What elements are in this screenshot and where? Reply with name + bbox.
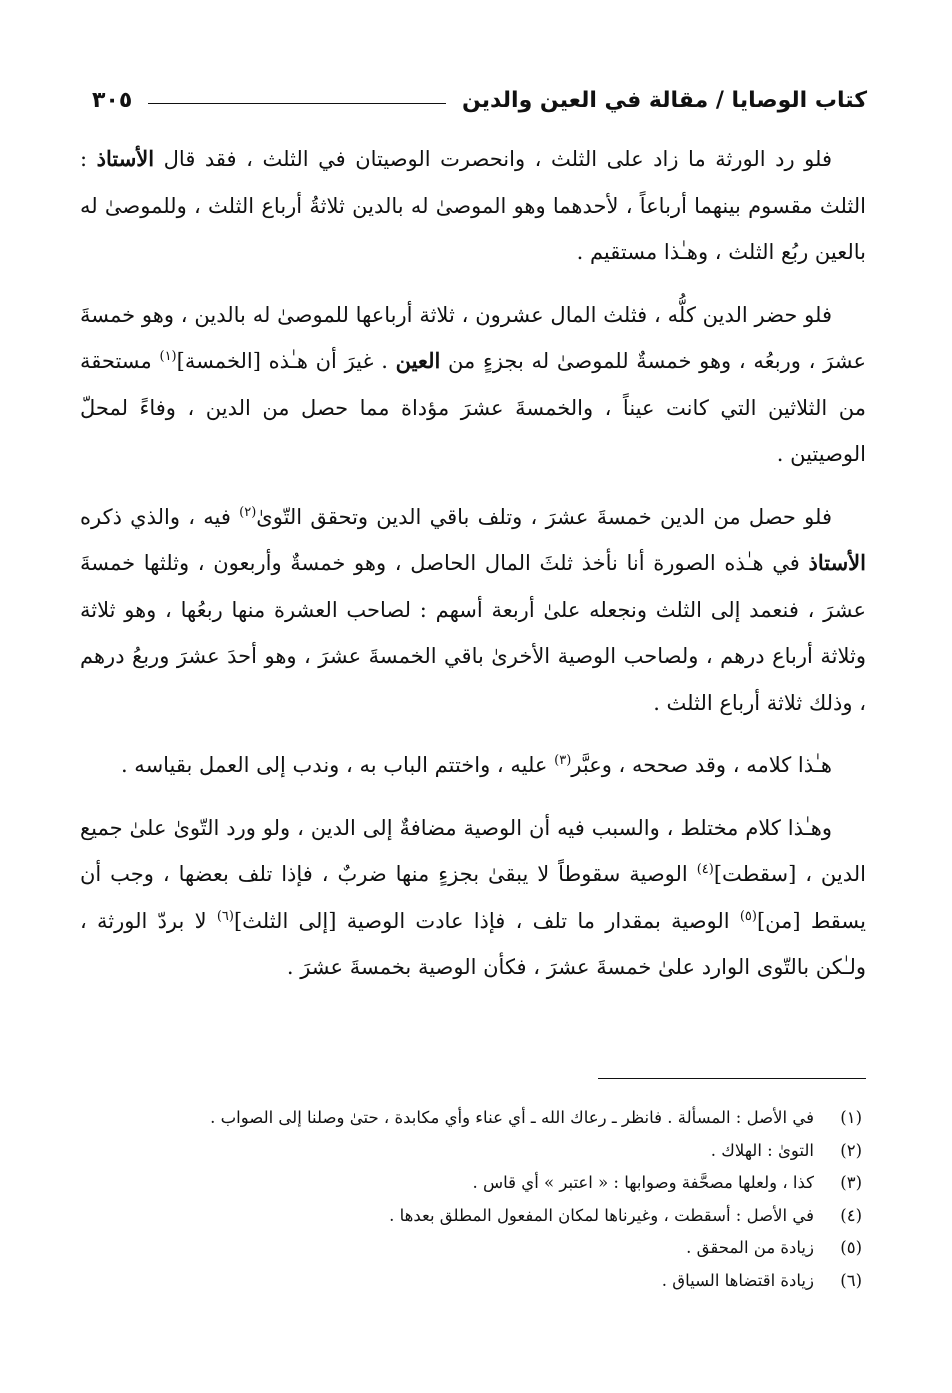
footnote-reference: (٦) [216,908,234,924]
text-run: الوصية بمقدار ما تلف ، فإذا عادت الوصية [إلى الثلث] [233,908,740,933]
footnote [92,1265,862,1298]
header-title: كتاب الوصايا / مقالة في العين والدين [462,87,867,113]
footnote [92,1102,862,1135]
paragraph [80,292,866,478]
main-text [80,136,866,1007]
footnote-text: زيادة اقتضاها السياق . [661,1270,814,1290]
footnote-text: التوىٰ : الهلاك . [710,1140,814,1160]
footnote-reference: (٣) [554,753,572,768]
text-run: عليه ، واختتم الباب به ، وندب إلى العمل بقياسه . [120,753,555,777]
footnote-text: في الأصل : أسقطت ، وغيرناها لمكان المفعول المطلق بعدها . [389,1205,814,1225]
footnote-number: (١) [840,1108,862,1127]
text-run: فلو حصل من الدين خمسةَ عشرَ ، وتلف باقي الدين وتحقق التّوىٰ [256,504,832,529]
text-run: . غيرَ أن هـٰذه [الخمسة] [176,349,396,373]
paragraph [80,742,866,789]
footnote [92,1232,862,1265]
footnote [92,1200,862,1233]
footnote-text: كذا ، ولعلها مصحَّفة وصوابها : « اعتبر » أي قاس . [472,1173,814,1192]
footnote-number: (٦) [840,1270,862,1290]
footnote-separator [598,1078,866,1079]
paragraph [80,136,866,276]
text-run: مستحقة من الثلاثين التي كانت عيناً ، والخمسةَ عشرَ مؤداة مما حصل من الدين ، وفاءً لمحلّ الوصيتين . [80,349,866,466]
footnote-number: (٤) [840,1205,862,1225]
bold-term: الأستاذ [808,550,866,575]
footnote-reference: (٤) [696,862,714,877]
footnote [92,1167,862,1200]
footnote-number: (٢) [840,1140,862,1160]
footnote-text: زيادة من المحقق . [686,1238,814,1257]
text-run: : الثلث مقسوم بينهما أرباعاً ، لأحدهما وهو الموصىٰ له بالدين ثلاثةُ أرباع الثلث ، وللموصىٰ له بالعين ربُع الثلث ، وهـٰذا مستقيم . [80,147,866,264]
footnote-reference: (١) [159,349,177,364]
text-run: فيه ، والذي ذكره [80,504,240,529]
page-number: ٣٠٥ [92,87,133,113]
header-rule [148,103,446,104]
footnote-number: (٥) [840,1238,862,1257]
running-header [92,80,867,120]
paragraph [80,805,866,991]
bold-term: الأستاذ [96,146,155,171]
footnote-text: في الأصل : المسألة . فانظر ـ رعاك الله ـ أي عناء وأي مكابدة ، حتىٰ وصلنا إلى الصواب . [210,1108,814,1127]
footnote-number: (٣) [840,1173,862,1192]
bold-term: العين [395,348,441,373]
text-run: الوصية سقوطاً لا يبقىٰ بجزءٍ منها ضربٌ ، فإذا تلف بعضها ، وجب أن يسقط [من] [80,862,866,933]
text-run: لا بردّ الورثة ، ولـٰكن بالتّوى الوارد علىٰ خمسةَ عشرَ ، فكأن الوصية بخمسةَ عشرَ . [80,908,866,979]
footnote-reference: (٢) [239,504,257,520]
text-run: هـٰذا كلامه ، وقد صححه ، وعبَّر [571,753,832,777]
footnote-reference: (٥) [739,908,757,924]
text-run: وهـٰذا كلام مختلط ، والسبب فيه أن الوصية مضافةٌ إلى الدين ، ولو ورد التّوىٰ علىٰ جميع الدين ، [سقطت] [80,815,867,886]
footnotes [92,1102,862,1297]
text-run: فلو رد الورثة ما زاد على الثلث ، وانحصرت الوصيتان في الثلث ، فقد قال [154,147,832,171]
text-run: في هـٰذه الصورة أنا نأخذ ثلثَ المال الحاصل ، وهو خمسةٌ وأربعون ، وثلثها خمسةَ عشرَ ، فنعمد إلى الثلث ونجعله علىٰ أربعة أسهم : لصاحب العشرة منها ربعُها ، وهو ثلاثة وثلاثة أرباع درهم ، ولصاحب الوصية الأخرىٰ باقي الخمسةَ عشرَ ، وهو أحدَ عشرَ وربعُ درهم ، وذلك ثلاثة أرباع الثلث . [80,551,866,715]
paragraph [80,494,866,727]
footnote [92,1135,862,1168]
text-run: فلو حضر الدين كلُّه ، فثلث المال عشرون ، ثلاثة أرباعها للموصىٰ له بالدين ، وهو خمسةَ عشرَ ، وربعُه ، وهو خمسةٌ للموصىٰ له بجزءٍ من [80,302,866,373]
